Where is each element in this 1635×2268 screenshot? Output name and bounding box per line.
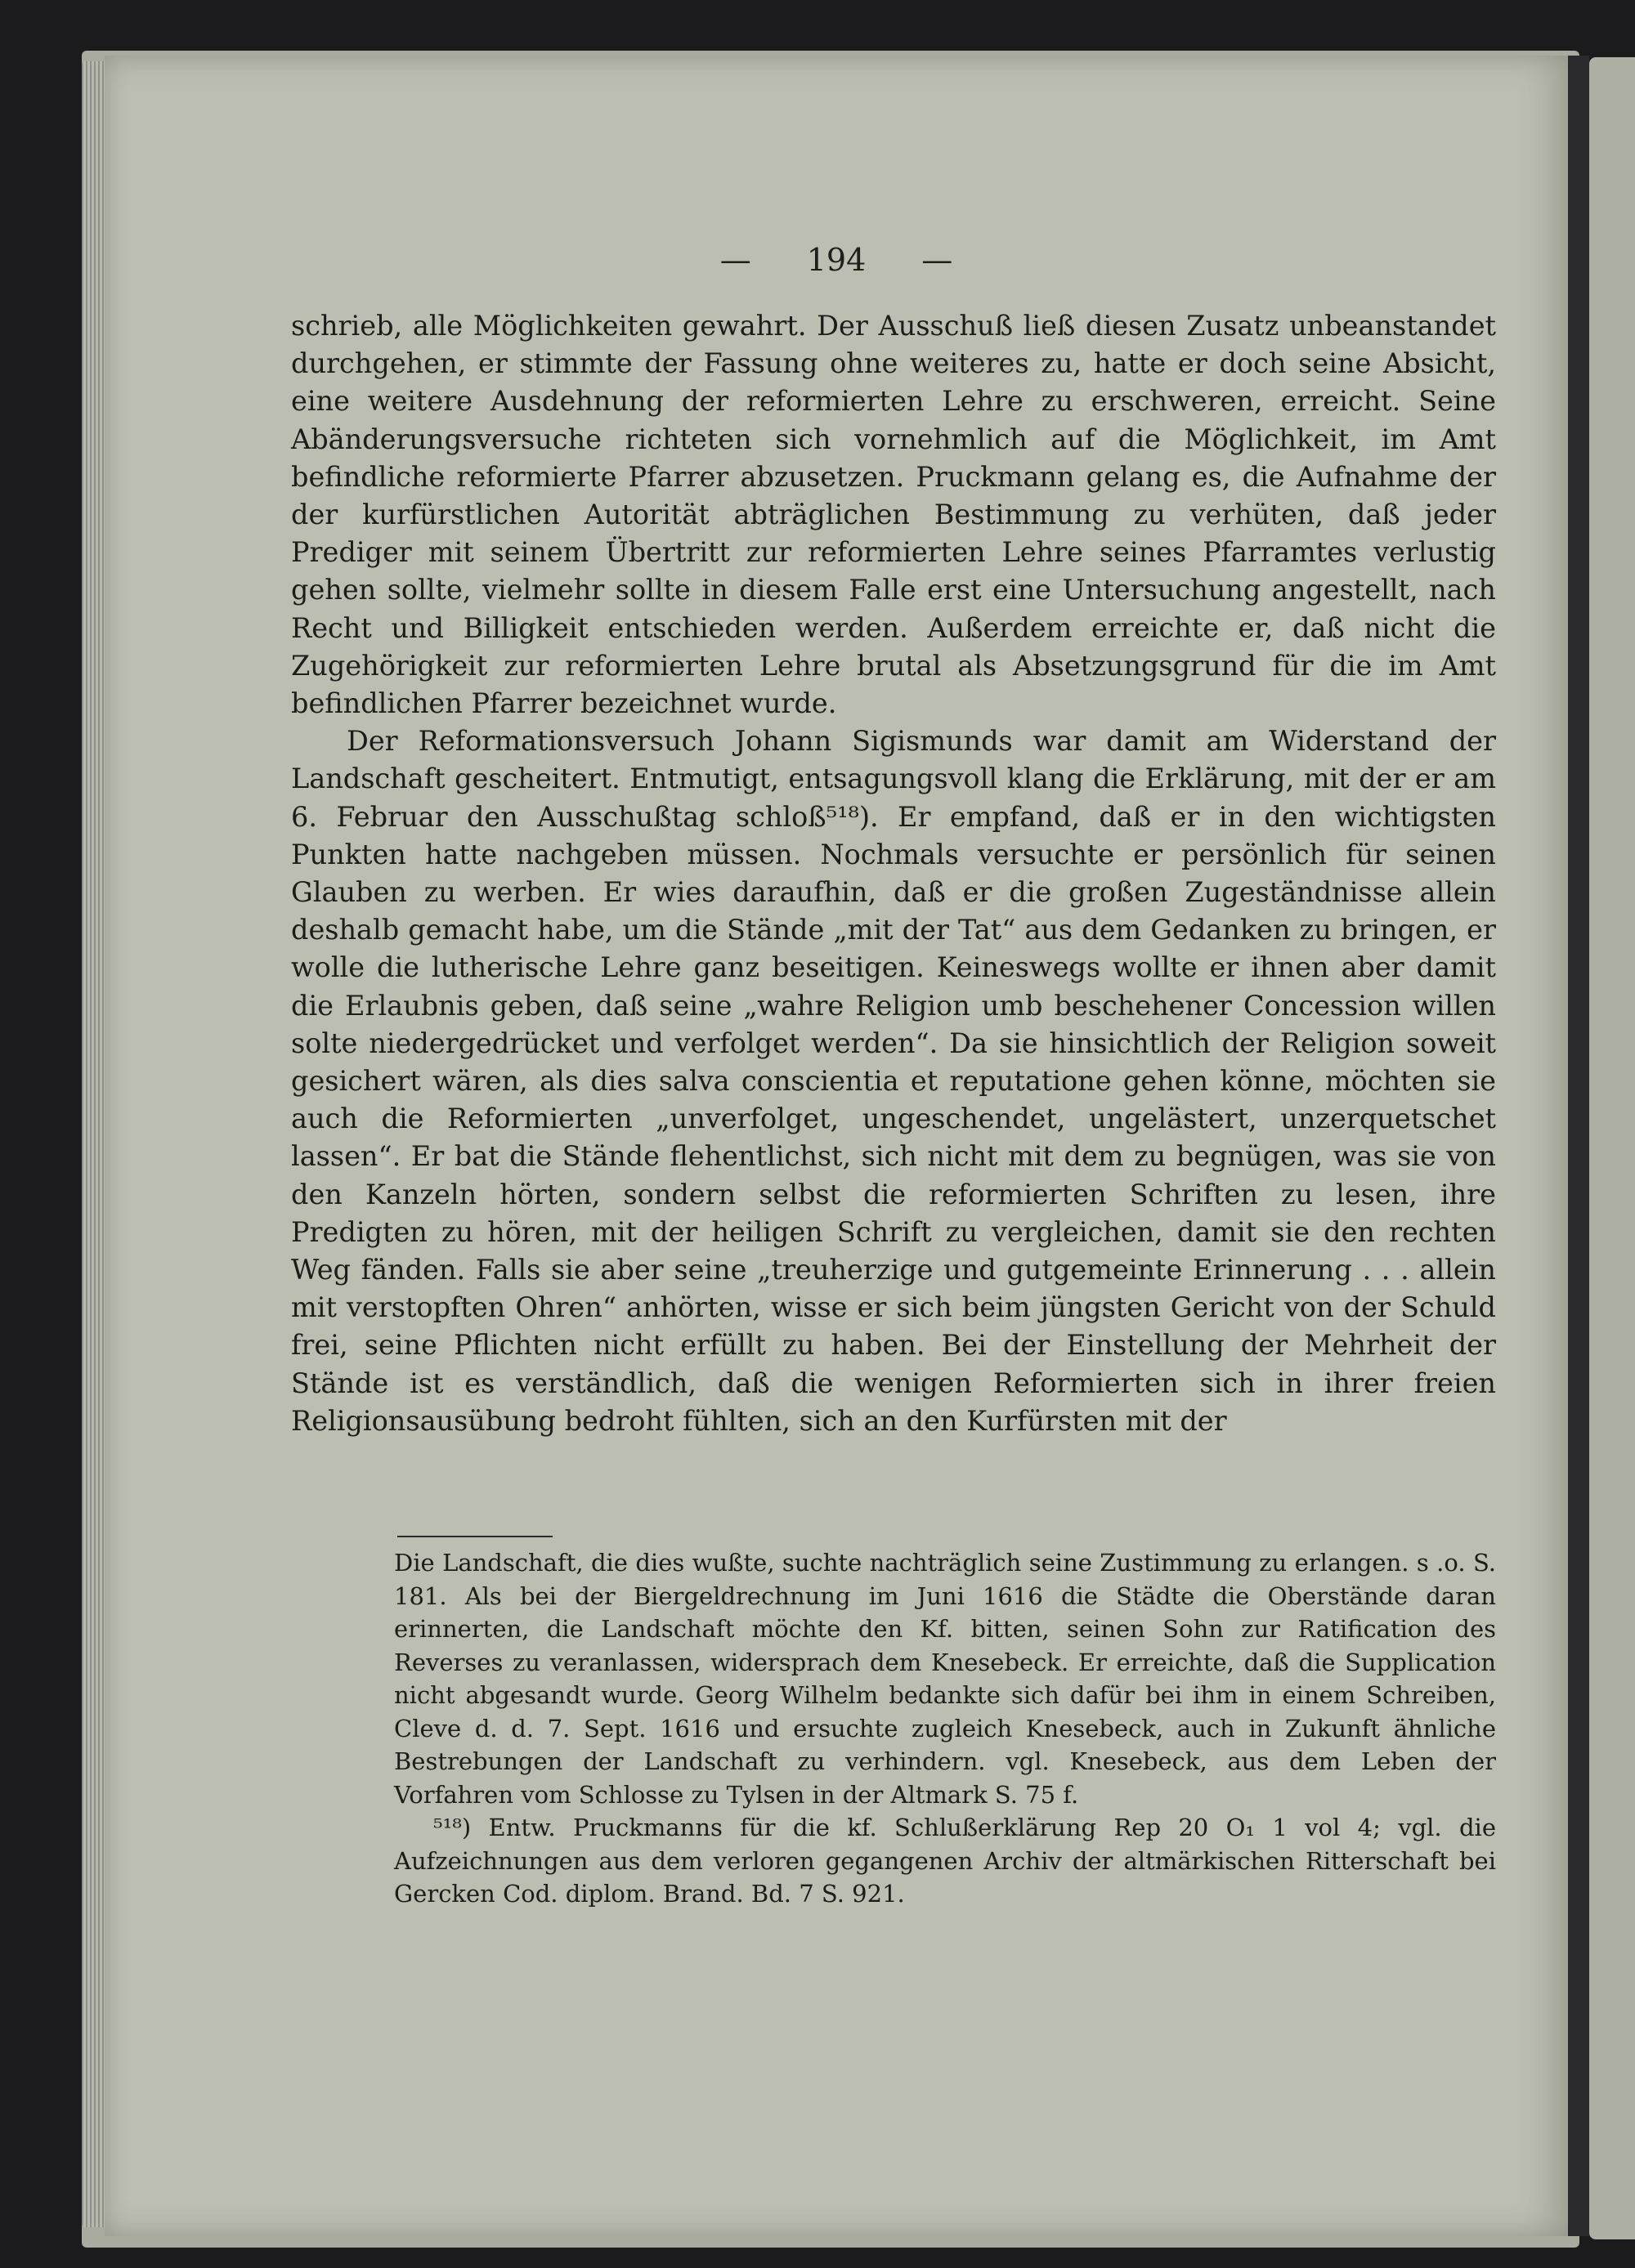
footnote-518: ⁵¹⁸) Entw. Pruckmanns für die kf. Schlußerklärung Rep 20 O₁ 1 vol 4; vgl. die Aufzeichnungen aus dem verloren gegangenen Archiv der altmärkischen Ritterschaft bei Gercken Cod. diplom. Brand. Bd. 7 S. 921. [394, 1814, 1496, 1908]
footnotes [394, 1546, 1496, 1911]
page-number [105, 242, 1568, 278]
page-number-dash-right: — [921, 242, 953, 278]
footnote-divider [397, 1536, 553, 1537]
page-number-dash-left: — [719, 242, 751, 278]
gutter-shadow [1568, 56, 1589, 2236]
main-text [291, 307, 1496, 1440]
paragraph-2: Der Reformationsversuch Johann Sigismunds war damit am Widerstand der Landschaft gescheitert. Entmutigt, entsagungsvoll klang die Erklärung, mit der er am 6. Februar den Ausschußtag schloß⁵¹⁸). Er empfand, daß er in den wichtigsten Punkten hatte nachgeben müssen. Nochmals versuchte er persönlich für seinen Glauben zu werben. Er wies daraufhin, daß er die großen Zugeständnisse allein deshalb gemacht habe, um die Stände „mit der Tat“ aus dem Gedanken zu bringen, er wolle die lutherische Lehre ganz beseitigen. Keineswegs wollte er ihnen aber damit die Erlaubnis geben, daß seine „wahre Religion umb beschehener Concession willen solte niedergedrücket und verfolget werden“. Da sie hinsichtlich der Religion soweit gesichert wären, als dies salva conscientia et reputatione gehen könne, möchten sie auch die Reformierten „unverfolget, ungeschendet, ungelästert, unzerquetschet lassen“. Er bat die Stände flehentlichst, sich nicht mit dem zu begnügen, was sie von den Kanzeln hörten, sondern selbst die reformierten Schriften zu lesen, ihre Predigten zu hören, mit der heiligen Schrift zu vergleichen, damit sie den rechten Weg fänden. Falls sie aber seine „treuherzige und gutgemeinte Erinnerung . . . allein mit verstopften Ohren“ anhörten, wisse er sich beim jüngsten Gericht von der Schuld frei, seine Pflichten nicht erfüllt zu haben. Bei der Einstellung der Mehrheit der Stände ist es verständlich, daß die wenigen Reformierten sich in ihrer freien Religionsausübung bedroht fühlten, sich an den Kurfürsten mit der [291, 725, 1496, 1437]
next-page-edge [1589, 57, 1635, 2239]
footnote-continued: Die Landschaft, die dies wußte, suchte nachträglich seine Zustimmung zu erlangen. s .o. S. 181. Als bei der Biergeldrechnung im Juni 1616 die Städte die Oberstände daran erinnerten, die Landschaft möchte den Kf. bitten, seinen Sohn zur Ratification des Reverses zu veranlassen, widersprach dem Knesebeck. Er erreichte, daß die Supplication nicht abgesandt wurde. Georg Wilhelm bedankte sich dafür bei ihm in einem Schreiben, Cleve d. d. 7. Sept. 1616 und ersuchte zugleich Knesebeck, auch in Zukunft ähnliche Bestrebungen der Landschaft zu verhindern. vgl. Knesebeck, aus dem Leben der Vorfahren vom Schlosse zu Tylsen in der Altmark S. 75 f. [394, 1549, 1496, 1809]
page-number-value: 194 [806, 242, 867, 278]
paragraph-1: schrieb, alle Möglichkeiten gewahrt. Der Ausschuß ließ diesen Zusatz unbeanstandet durchgehen, er stimmte der Fassung ohne weiteres zu, hatte er doch seine Absicht, eine weitere Ausdehnung der reformierten Lehre zu erschweren, erreicht. Seine Abänderungsversuche richteten sich vornehmlich auf die Möglichkeit, im Amt befindliche reformierte Pfarrer abzusetzen. Pruckmann gelang es, die Aufnahme der der kurfürstlichen Autorität abträglichen Bestimmung zu verhüten, daß jeder Prediger mit seinem Übertritt zur reformierten Lehre seines Pfarramtes verlustig gehen sollte, vielmehr sollte in diesem Falle erst eine Untersuchung angestellt, nach Recht und Billigkeit entschieden werden. Außerdem erreichte er, daß nicht die Zugehörigkeit zur reformierten Lehre brutal als Absetzungsgrund für die im Amt befindlichen Pfarrer bezeichnet wurde. [291, 310, 1496, 720]
